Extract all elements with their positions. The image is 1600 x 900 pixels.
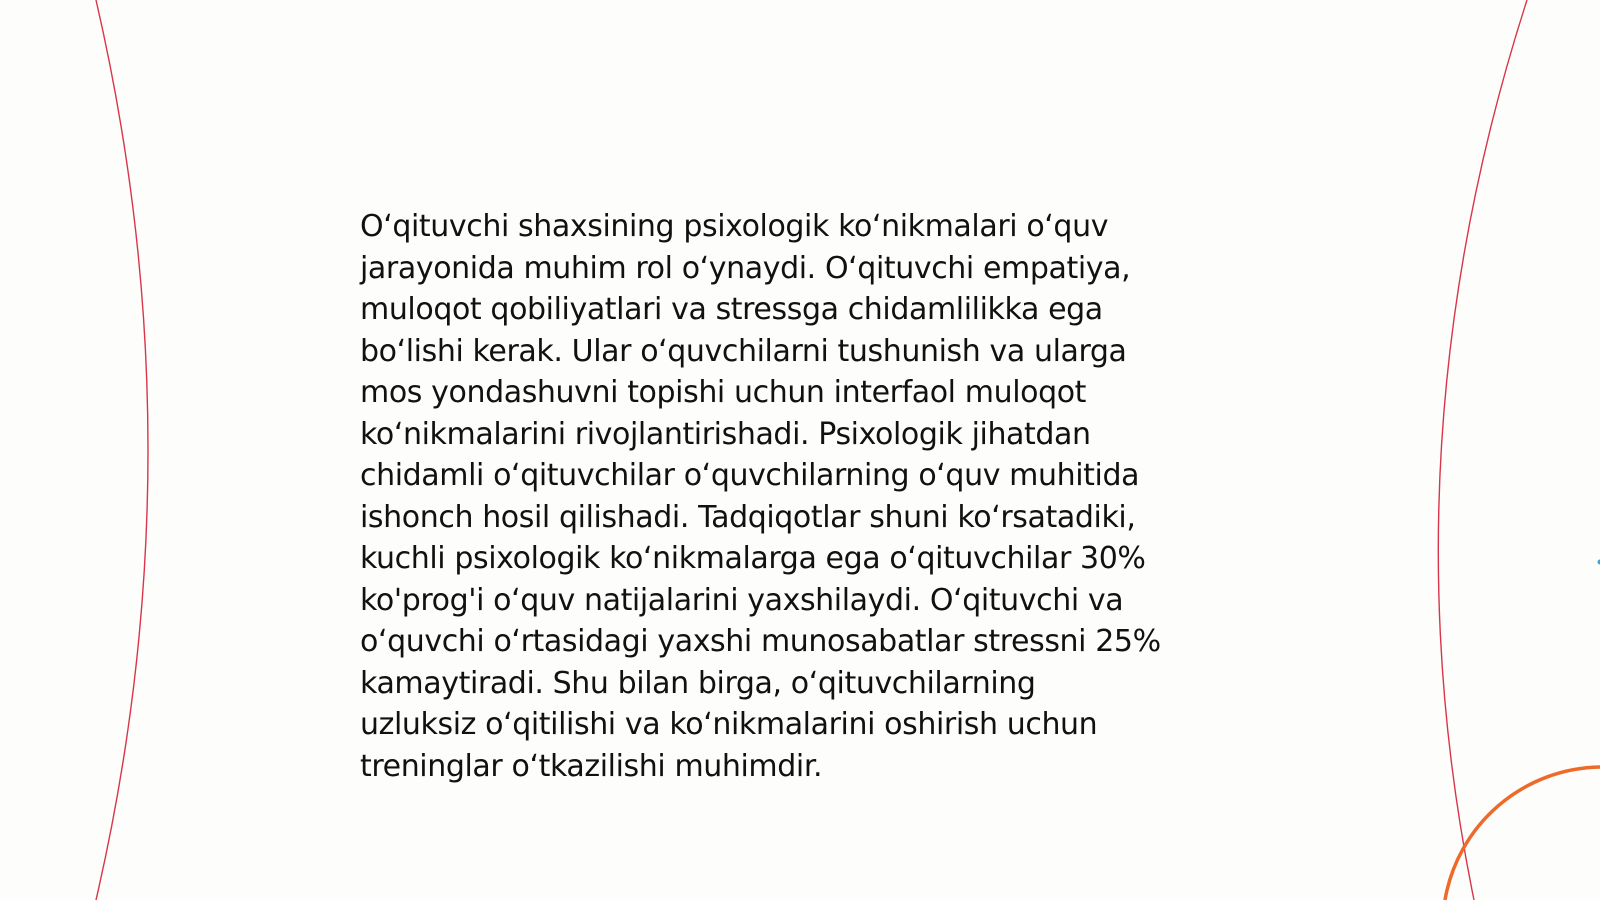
paragraph-line: bo‘lishi kerak. Ular o‘quvchilarni tushunish va ularga xyxy=(360,333,1127,369)
paragraph-line: mos yondashuvni topishi uchun interfaol muloqot xyxy=(360,375,1087,410)
paragraph-line: chidamli o‘qituvchilar o‘quvchilarning o‘quv muhitida xyxy=(360,458,1140,493)
paragraph-line: O‘qituvchi shaxsining psixologik ko‘nikmalari o‘quv xyxy=(360,209,1109,244)
paragraph-line: kuchli psixologik ko‘nikmalarga ega o‘qituvchilar 30% xyxy=(360,541,1146,576)
paragraph-line: ko‘nikmalarini rivojlantirishadi. Psixologik jihatdan xyxy=(360,416,1091,452)
paragraph-line: ishonch hosil qilishadi. Tadqiqotlar shuni ko‘rsatadiki, xyxy=(360,499,1136,535)
paragraph-line: treninglar o‘tkazilishi muhimdir. xyxy=(360,748,823,784)
right-curve-line xyxy=(1438,0,1527,900)
orange-arc xyxy=(1445,767,1600,900)
paragraph-line: jarayonida muhim rol o‘ynaydi. O‘qituvchi empatiya, xyxy=(360,250,1131,286)
body-paragraph xyxy=(360,206,1260,787)
paragraph-line: uzluksiz o‘qitilishi va ko‘nikmalarini oshirish uchun xyxy=(360,707,1098,742)
paragraph-line: kamaytiradi. Shu bilan birga, o‘qituvchilarning xyxy=(360,665,1036,701)
paragraph-line: ko'prog'i o‘quv natijalarini yaxshilaydi. O‘qituvchi va xyxy=(360,582,1124,618)
left-curve-line xyxy=(96,0,148,900)
paragraph-line: o‘quvchi o‘rtasidagi yaxshi munosabatlar stressni 25% xyxy=(360,624,1161,659)
paragraph-line: muloqot qobiliyatlari va stressga chidamlilikka ega xyxy=(360,292,1103,327)
